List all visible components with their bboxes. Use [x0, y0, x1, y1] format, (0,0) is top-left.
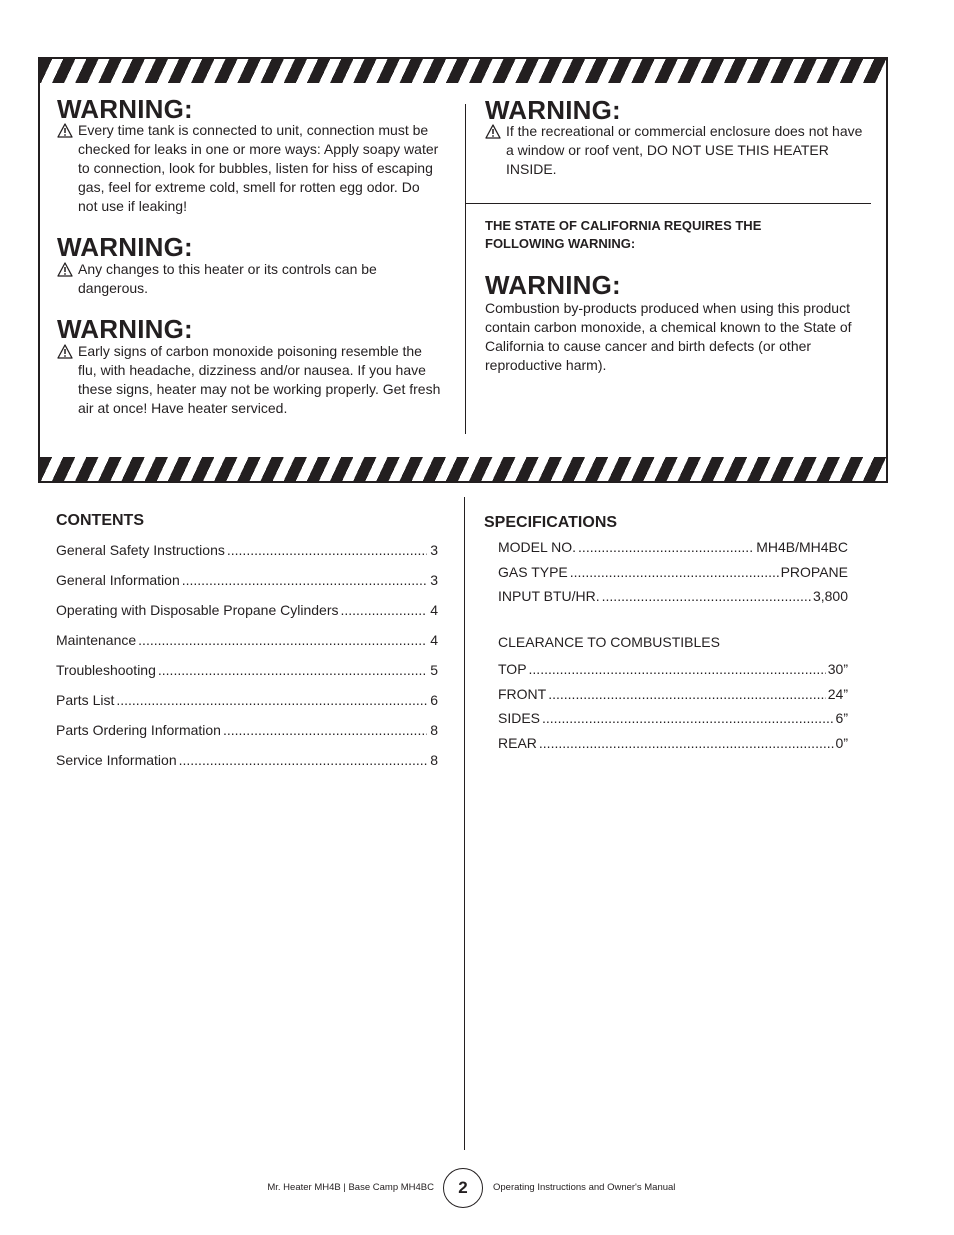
warning-heading: WARNING: — [485, 270, 621, 300]
leader-dots — [548, 684, 826, 704]
toc-item-title: Service Information — [56, 752, 177, 768]
column-divider — [465, 104, 466, 434]
spec-row — [498, 586, 848, 611]
toc-item[interactable] — [56, 750, 438, 780]
leader-dots — [116, 690, 427, 710]
warning-triangle-icon — [57, 344, 73, 359]
clearance-value: 24” — [827, 685, 848, 702]
hazard-stripe-bottom — [40, 457, 886, 481]
warning-heading: WARNING: — [485, 95, 621, 125]
leader-dots — [542, 708, 834, 728]
toc-item-page: 3 — [430, 542, 438, 558]
clearance-title: CLEARANCE TO COMBUSTIBLES — [498, 634, 720, 650]
contents-title: CONTENTS — [56, 512, 144, 529]
clearance-label: REAR — [498, 734, 537, 751]
warning-modifications — [57, 260, 442, 298]
section-divider — [466, 203, 871, 204]
clearance-label: FRONT — [498, 685, 547, 702]
leader-dots — [179, 750, 428, 770]
california-warning-text: Combustion by-products produced when using this product contain carbon monoxide, a chemical known to the State of California to cause cancer and birth defects (or other reproductive harm). — [485, 300, 852, 373]
page-number: 2 — [443, 1168, 483, 1208]
toc-item[interactable] — [56, 720, 438, 750]
clearance-row — [498, 684, 848, 709]
specifications-title: SPECIFICATIONS — [484, 514, 618, 531]
spec-label: MODEL NO. — [498, 539, 577, 555]
toc-item-page: 6 — [430, 692, 438, 708]
specifications-list — [498, 537, 848, 611]
clearance-label: TOP — [498, 661, 527, 677]
leader-dots — [223, 720, 427, 740]
warning-heading: WARNING: — [57, 94, 193, 124]
toc-item-page: 5 — [430, 662, 438, 678]
toc-item[interactable] — [56, 660, 438, 690]
spec-label: INPUT BTU/HR. — [498, 588, 600, 604]
warning-text: Any changes to this heater or its controls can be dangerous. — [78, 261, 377, 296]
clearance-value: 6” — [835, 710, 848, 726]
clearance-value: 0” — [835, 734, 848, 751]
clearance-list — [498, 659, 848, 757]
warning-text: Every time tank is connected to unit, connection must be checked for leaks in one or more ways: Apply soapy water to connection, look for bubbles, listen for hiss of escaping gas, feel for extreme cold, smell for rotten egg odor. Do not use if leaking! — [78, 122, 439, 214]
warning-triangle-icon — [485, 124, 501, 139]
warning-leak-check — [57, 121, 442, 216]
clearance-value: 30” — [827, 661, 848, 677]
clearance-row — [498, 708, 848, 733]
leader-dots — [602, 586, 811, 606]
clearance-row — [498, 733, 848, 758]
leader-dots — [570, 562, 779, 582]
leader-dots — [227, 540, 427, 560]
leader-dots — [182, 570, 427, 590]
warning-text: If the recreational or commercial enclosure does not have a window or roof vent, DO NOT USE THIS HEATER INSIDE. — [506, 123, 863, 177]
toc-item-title: General Safety Instructions — [56, 542, 225, 558]
toc-item[interactable] — [56, 600, 438, 630]
clearance-label: SIDES — [498, 710, 541, 726]
footer-manual-title: Operating Instructions and Owner's Manual — [493, 1182, 676, 1193]
warning-text: Early signs of carbon monoxide poisoning resemble the flu, with headache, dizziness and/or nausea. If you have these signs, heater may not be working properly. Get fresh air at once! Have heater serviced. — [78, 343, 441, 416]
toc-item-title: Parts Ordering Information — [56, 722, 221, 738]
toc-item[interactable] — [56, 540, 438, 570]
warning-carbon-monoxide — [57, 342, 442, 418]
toc-item-page: 8 — [430, 752, 438, 768]
spec-value: MH4B/MH4BC — [756, 539, 848, 555]
clearance-row — [498, 659, 848, 684]
toc-item[interactable] — [56, 630, 438, 660]
california-notice: THE STATE OF CALIFORNIA REQUIRES THE FOLLOWING WARNING: — [485, 218, 762, 251]
spec-value: 3,800 — [812, 588, 848, 604]
toc-item-page: 8 — [430, 722, 438, 738]
toc-item-title: Maintenance — [56, 632, 137, 648]
table-of-contents — [56, 540, 438, 780]
toc-item-title: Operating with Disposable Propane Cylinders — [56, 602, 339, 618]
warning-box — [38, 57, 888, 483]
warning-triangle-icon — [57, 262, 73, 277]
leader-dots — [138, 630, 427, 650]
warning-enclosure-vent — [485, 122, 870, 179]
warning-triangle-icon — [57, 123, 73, 138]
toc-item[interactable] — [56, 570, 438, 600]
leader-dots — [539, 733, 834, 753]
spec-row — [498, 562, 848, 587]
hazard-stripe-top — [40, 59, 886, 83]
footer-product-name: Mr. Heater MH4B | Base Camp MH4BC — [267, 1182, 434, 1193]
toc-item-title: Parts List — [56, 692, 115, 708]
column-divider — [464, 497, 465, 1150]
spec-row — [498, 537, 848, 562]
leader-dots — [529, 659, 826, 679]
toc-item-page: 3 — [430, 572, 438, 588]
toc-item-title: Troubleshooting — [56, 662, 156, 678]
toc-item-page: 4 — [430, 632, 438, 648]
toc-item[interactable] — [56, 690, 438, 720]
spec-value: PROPANE — [780, 563, 848, 580]
spec-label: GAS TYPE — [498, 563, 568, 580]
toc-item-page: 4 — [430, 602, 438, 618]
toc-item-title: General Information — [56, 572, 180, 588]
warning-heading: WARNING: — [57, 232, 193, 262]
leader-dots — [158, 660, 427, 680]
leader-dots — [340, 600, 427, 620]
leader-dots — [578, 537, 754, 557]
warning-heading: WARNING: — [57, 314, 193, 344]
